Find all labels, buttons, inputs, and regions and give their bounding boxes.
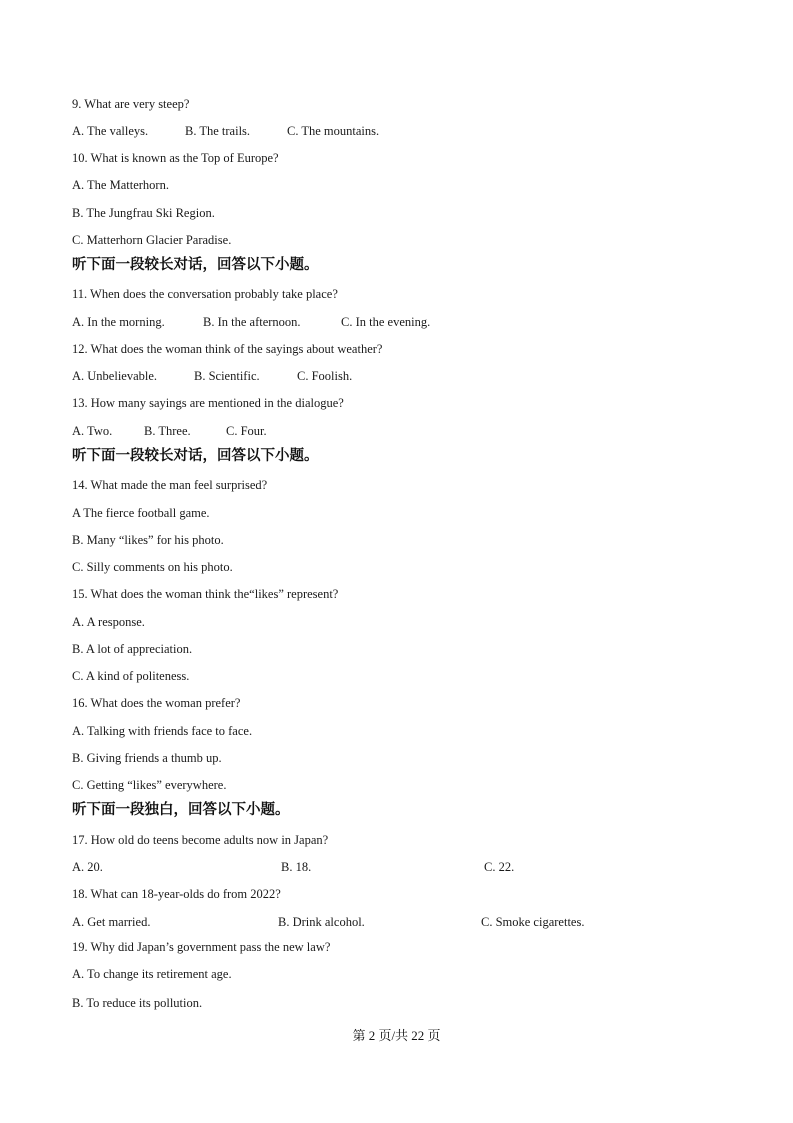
question-14-stem: 14. What made the man feel surprised? bbox=[72, 478, 268, 492]
option-c: C. Smoke cigarettes. bbox=[481, 915, 585, 929]
question-16-option-b: B. Giving friends a thumb up. bbox=[72, 751, 222, 765]
option-a: A. Get married. bbox=[72, 915, 151, 929]
question-14-option-b: B. Many “likes” for his photo. bbox=[72, 533, 224, 547]
option-a: A. Unbelievable. bbox=[72, 369, 158, 383]
question-15-option-a: A. A response. bbox=[72, 615, 145, 629]
question-12-stem: 12. What does the woman think of the sayings about weather? bbox=[72, 342, 383, 356]
question-19-stem: 19. Why did Japan’s government pass the new law? bbox=[72, 940, 331, 954]
option-a: A. 20. bbox=[72, 860, 103, 874]
question-10-option-c: C. Matterhorn Glacier Paradise. bbox=[72, 233, 232, 247]
option-a: A. Two. bbox=[72, 424, 113, 438]
question-16-option-c: C. Getting “likes” everywhere. bbox=[72, 778, 227, 792]
question-10-option-b: B. The Jungfrau Ski Region. bbox=[72, 206, 215, 220]
section-heading: 听下面一段较长对话，回答以下小题。 bbox=[72, 448, 319, 464]
option-a: A. In the morning. bbox=[72, 315, 165, 329]
question-15-option-c: C. A kind of politeness. bbox=[72, 669, 190, 683]
page-number-footer: 第 2 页/共 22 页 bbox=[352, 1028, 441, 1043]
option-b: B. Three. bbox=[144, 424, 191, 438]
question-9-stem: 9. What are very steep? bbox=[72, 97, 190, 111]
option-b: B. In the afternoon. bbox=[203, 315, 301, 329]
question-15-stem: 15. What does the woman think the“likes” represent? bbox=[72, 587, 339, 601]
question-11-stem: 11. When does the conversation probably take place? bbox=[72, 287, 338, 301]
question-15-option-b: B. A lot of appreciation. bbox=[72, 642, 193, 656]
option-a: A. The valleys. bbox=[72, 124, 149, 138]
option-c: C. The mountains. bbox=[287, 124, 380, 138]
option-c: C. 22. bbox=[484, 860, 515, 874]
section-heading: 听下面一段独白，回答以下小题。 bbox=[72, 802, 290, 818]
question-17-stem: 17. How old do teens become adults now in Japan? bbox=[72, 833, 329, 847]
question-19-option-b: B. To reduce its pollution. bbox=[72, 996, 203, 1010]
option-b: B. Scientific. bbox=[194, 369, 260, 383]
question-16-option-a: A. Talking with friends face to face. bbox=[72, 724, 253, 738]
option-b: B. Drink alcohol. bbox=[278, 915, 365, 929]
question-10-option-a: A. The Matterhorn. bbox=[72, 178, 169, 192]
question-18-stem: 18. What can 18-year-olds do from 2022? bbox=[72, 887, 281, 901]
option-b: B. The trails. bbox=[185, 124, 251, 138]
question-16-stem: 16. What does the woman prefer? bbox=[72, 696, 241, 710]
option-c: C. In the evening. bbox=[341, 315, 431, 329]
option-c: C. Four. bbox=[226, 424, 267, 438]
question-10-stem: 10. What is known as the Top of Europe? bbox=[72, 151, 279, 165]
question-14-option-a: A The fierce football game. bbox=[72, 506, 210, 520]
question-19-option-a: A. To change its retirement age. bbox=[72, 967, 232, 981]
option-b: B. 18. bbox=[281, 860, 312, 874]
question-13-stem: 13. How many sayings are mentioned in the dialogue? bbox=[72, 396, 344, 410]
question-14-option-c: C. Silly comments on his photo. bbox=[72, 560, 233, 574]
section-heading: 听下面一段较长对话，回答以下小题。 bbox=[72, 257, 319, 273]
option-c: C. Foolish. bbox=[297, 369, 353, 383]
